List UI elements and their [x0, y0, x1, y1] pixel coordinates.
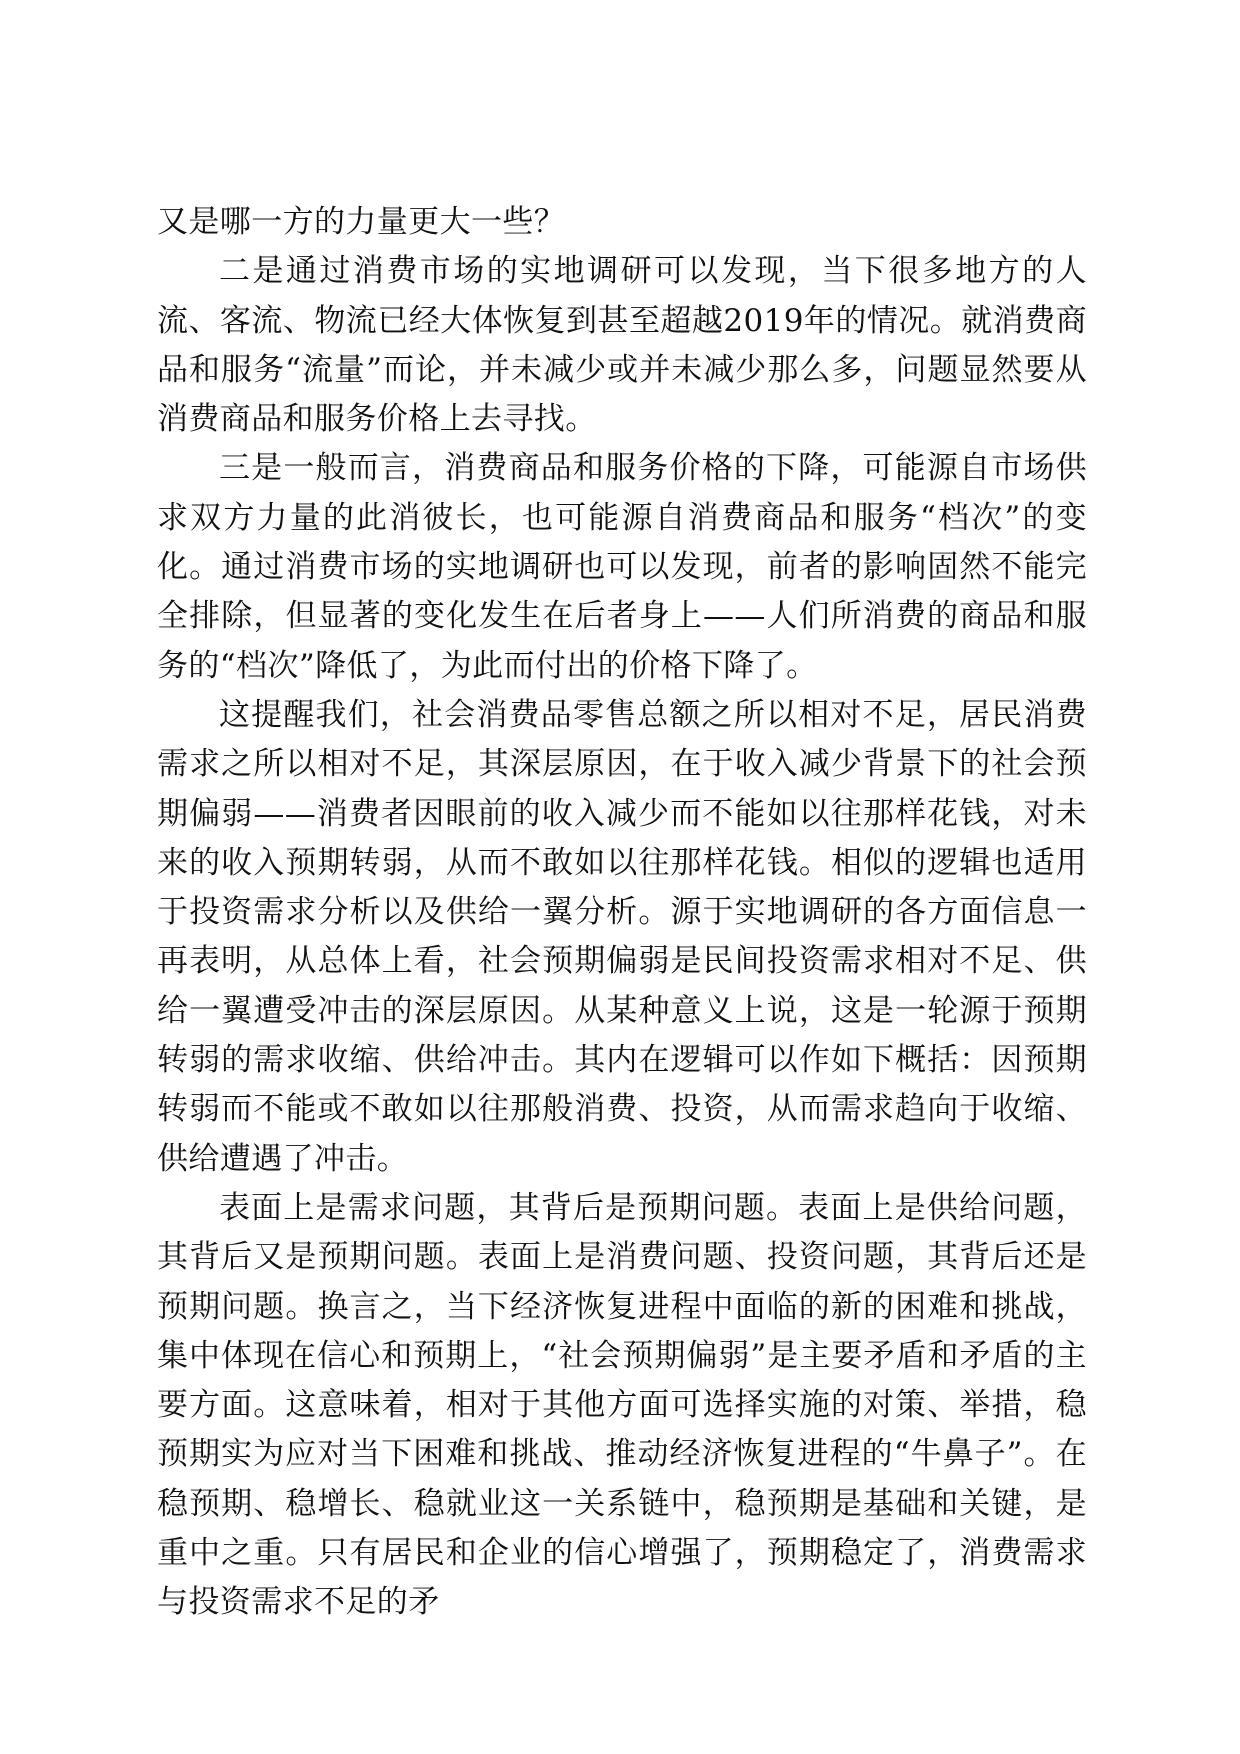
paragraph-conclusion: 表面上是需求问题，其背后是预期问题。表面上是供给问题，其背后又是预期问题。表面上是消费问题、投资问题，其背后还是预期问题。换言之，当下经济恢复进程中面临的新的困难和挑战，集中体现在信心和预期上，“社会预期偏弱”是主要矛盾和矛盾的主要方面。这意味着，相对于其他方面可选择实施的对策、举措，稳预期实为应对当下困难和挑战、推动经济恢复进程的“牛鼻子”。在稳预期、稳增长、稳就业这一关系链中，稳预期是基础和关键，是重中之重。只有居民和企业的信心增强了，预期稳定了，消费需求与投资需求不足的矛: [157, 1189, 1087, 1621]
paragraph-reminder: 这提醒我们，社会消费品零售总额之所以相对不足，居民消费需求之所以相对不足，其深层原因，在于收入减少背景下的社会预期偏弱——消费者因眼前的收入减少而不能如以往那样花钱，对未来的收入预期转弱，从而不敢如以往那样花钱。相似的逻辑也适用于投资需求分析以及供给一翼分析。源于实地调研的各方面信息一再表明，从总体上看，社会预期偏弱是民间投资需求相对不足、供给一翼遭受冲击的深层原因。从某种意义上说，这是一轮源于预期转弱的需求收缩、供给冲击。其内在逻辑可以作如下概括：因预期转弱而不能或不敢如以往那般消费、投资，从而需求趋向于收缩、供给遭遇了冲击。: [157, 696, 1087, 1177]
paragraph-point-two: 二是通过消费市场的实地调研可以发现，当下很多地方的人流、客流、物流已经大体恢复到甚至超越2019年的情况。就消费商品和服务“流量”而论，并未减少或并未减少那么多，问题显然要从消费商品和服务价格上去寻找。: [157, 253, 1087, 438]
body-text: [157, 198, 1087, 1628]
paragraph-continuation: 又是哪一方的力量更大一些？: [157, 204, 566, 240]
paragraph-point-three: 三是一般而言，消费商品和服务价格的下降，可能源自市场供求双方力量的此消彼长，也可能源自消费商品和服务“档次”的变化。通过消费市场的实地调研也可以发现，前者的影响固然不能完全排除，但显著的变化发生在后者身上——人们所消费的商品和服务的“档次”降低了，为此而付出的价格下降了。: [157, 450, 1087, 684]
